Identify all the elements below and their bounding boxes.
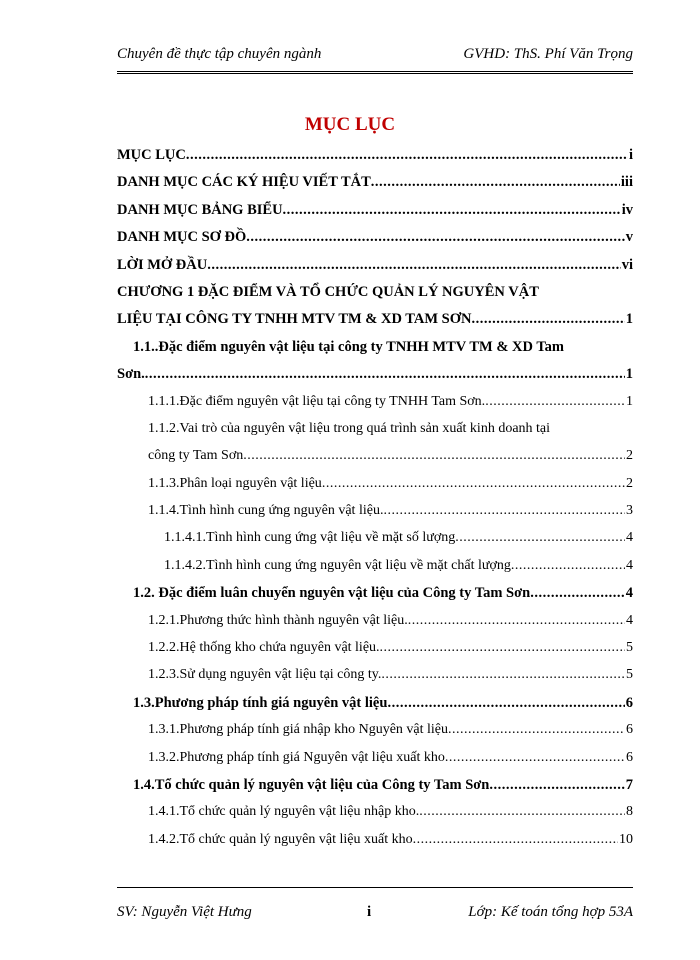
toc-entry-text: LIỆU TẠI CÔNG TY TNHH MTV TM & XD TAM SƠN: [117, 311, 472, 328]
toc-entry-text: Sơn.: [117, 366, 145, 383]
toc-entry[interactable]: [117, 774, 633, 801]
dot-leader: [530, 585, 625, 602]
toc-entry-text: 1.3.2.Phương pháp tính giá Nguyên vật liệu xuất kho: [148, 749, 445, 765]
toc-entry-section-line1[interactable]: [117, 336, 633, 363]
toc-entry-chapter-line2[interactable]: [117, 308, 633, 335]
toc-entry-line2[interactable]: [117, 445, 633, 472]
dot-leader: [387, 695, 624, 712]
toc-page-number: 1: [625, 311, 633, 328]
toc-page-number: 3: [626, 503, 633, 519]
toc-page-number: 2: [626, 475, 633, 491]
toc-entry-text: 1.2.2.Hệ thống kho chứa nguyên vật liệu.: [148, 640, 380, 656]
toc-page-number: 4: [626, 557, 633, 573]
toc-entry[interactable]: [117, 610, 633, 637]
toc-entry-section-line2[interactable]: [117, 363, 633, 390]
toc-entry[interactable]: [117, 473, 633, 500]
toc-entry-text: CHƯƠNG 1 ĐẶC ĐIỂM VÀ TỔ CHỨC QUẢN LÝ NGUYÊN VẬT: [117, 283, 539, 300]
toc-entry-text: 1.2.3.Sử dụng nguyên vật liệu tại công ty.: [148, 667, 382, 683]
dot-leader: [413, 832, 618, 848]
toc-page-number: 6: [626, 749, 633, 765]
dot-leader: [186, 147, 628, 164]
toc-entry-text: 1.1.2.Vai trò của nguyên vật liệu trong quá trình sản xuất kinh doanh tại: [148, 420, 551, 436]
toc-page-number: 1: [626, 393, 633, 409]
dot-leader: [246, 229, 624, 246]
toc-entry-text: MỤC LỤC: [117, 147, 186, 163]
toc-entry-line1[interactable]: [117, 418, 633, 445]
dot-leader: [380, 640, 625, 656]
footer-class: Lớp: Kế toán tổng hợp 53A: [468, 904, 633, 920]
toc-entry[interactable]: [117, 637, 633, 664]
dot-leader: [448, 722, 625, 738]
toc-page-number: 5: [626, 667, 633, 683]
toc-entry-text: LỜI MỞ ĐẦU: [117, 256, 208, 273]
toc-entry[interactable]: [117, 692, 633, 719]
toc-entry[interactable]: [117, 391, 633, 418]
page-title: MỤC LỤC: [304, 114, 396, 135]
toc-page-number: 7: [625, 776, 633, 793]
dot-leader: [371, 174, 620, 191]
toc-entry-text: 1.4.1.Tổ chức quản lý nguyên vật liệu nhập kho.: [148, 804, 420, 820]
toc-page-number: iv: [621, 201, 633, 218]
toc-entry[interactable]: [117, 747, 633, 774]
dot-leader: [472, 311, 625, 328]
toc-entry-text: 1.1.1.Đặc điểm nguyên vật liệu tại công ty TNHH Tam Sơn.: [148, 393, 486, 409]
toc-entry-text: 1.2.1.Phương thức hình thành nguyên vật liệu.: [148, 612, 408, 628]
toc-page-number: 4: [625, 585, 633, 602]
table-of-contents: [117, 144, 633, 856]
dot-leader: [381, 667, 625, 683]
toc-entry-chapter-line1[interactable]: [117, 281, 633, 308]
toc-page-number: iii: [620, 174, 633, 191]
toc-entry[interactable]: [117, 199, 633, 226]
toc-entry[interactable]: [117, 664, 633, 691]
dot-leader: [145, 366, 625, 383]
dot-leader: [489, 777, 624, 794]
toc-entry-text: DANH MỤC SƠ ĐỒ: [117, 229, 247, 246]
toc-entry-text: DANH MỤC CÁC KÝ HIỆU VIẾT TẮT: [117, 174, 371, 191]
toc-page-number: 10: [619, 831, 633, 847]
toc-page-number: 4: [626, 612, 633, 628]
page-header: [117, 44, 633, 70]
toc-entry-text: 1.1.4.2.Tình hình cung ứng nguyên vật liệu về mặt chất lượng: [164, 557, 511, 573]
dot-leader: [455, 530, 625, 546]
toc-page-number: 5: [626, 640, 633, 656]
dot-leader: [511, 558, 625, 574]
dot-leader: [243, 448, 625, 464]
toc-entry[interactable]: [117, 527, 633, 554]
toc-page-number: 1: [625, 366, 633, 383]
toc-entry-text: công ty Tam Sơn: [148, 448, 244, 464]
footer-student: SV: Nguyễn Việt Hưng: [117, 904, 252, 920]
dot-leader: [419, 804, 625, 820]
toc-page-number: 8: [626, 804, 633, 820]
toc-entry-text: 1.1.3.Phân loại nguyên vật liệu: [148, 475, 322, 491]
footer-page-number: i: [367, 904, 372, 920]
header-divider: [117, 71, 633, 74]
toc-entry-text: 1.4.Tổ chức quản lý nguyên vật liệu của Công ty Tam Sơn: [133, 776, 490, 793]
toc-entry-text: 1.1.4.Tình hình cung ứng nguyên vật liệu.: [148, 503, 384, 519]
toc-page-number: i: [628, 147, 633, 163]
dot-leader: [322, 476, 625, 492]
toc-page-number: v: [625, 229, 633, 246]
page-footer: [117, 904, 633, 926]
dot-leader: [408, 613, 625, 629]
toc-entry-text: 1.4.2.Tổ chức quản lý nguyên vật liệu xuất kho: [148, 831, 413, 847]
dot-leader: [283, 202, 621, 219]
toc-page-number: 2: [626, 448, 633, 464]
toc-page-number: 4: [626, 530, 633, 546]
dot-leader: [445, 750, 625, 766]
toc-page-number: vi: [621, 256, 633, 273]
dot-leader: [383, 503, 625, 519]
toc-entry-text: 1.1.4.1.Tình hình cung ứng vật liệu về mặt số lượng: [164, 530, 456, 546]
toc-entry[interactable]: [117, 171, 633, 198]
footer-divider: [117, 887, 633, 888]
toc-entry[interactable]: [117, 719, 633, 746]
toc-entry[interactable]: [117, 582, 633, 609]
toc-entry-text: DANH MỤC BẢNG BIỂU: [117, 201, 283, 218]
header-course: Chuyên đề thực tập chuyên ngành: [117, 46, 322, 62]
toc-entry[interactable]: [117, 500, 633, 527]
toc-entry[interactable]: [117, 829, 633, 856]
toc-entry[interactable]: [117, 226, 633, 253]
toc-entry-text: 1.2. Đặc điểm luân chuyển nguyên vật liệu của Công ty Tam Sơn: [133, 585, 531, 602]
toc-page-number: 6: [625, 694, 633, 711]
toc-entry-text: 1.1..Đặc điểm nguyên vật liệu tại công ty TNHH MTV TM & XD Tam: [133, 338, 564, 355]
header-advisor: GVHD: ThS. Phí Văn Trọng: [463, 46, 633, 62]
toc-entry-text: 1.3.Phương pháp tính giá nguyên vật liệu: [133, 694, 388, 711]
toc-entry[interactable]: [117, 144, 633, 171]
toc-entry-text: 1.3.1.Phương pháp tính giá nhập kho Nguyên vật liệu: [148, 722, 449, 738]
dot-leader: [485, 394, 625, 410]
toc-entry[interactable]: [117, 254, 633, 281]
toc-entry[interactable]: [117, 555, 633, 582]
toc-page-number: 6: [626, 722, 633, 738]
dot-leader: [207, 257, 620, 274]
toc-entry[interactable]: [117, 801, 633, 828]
